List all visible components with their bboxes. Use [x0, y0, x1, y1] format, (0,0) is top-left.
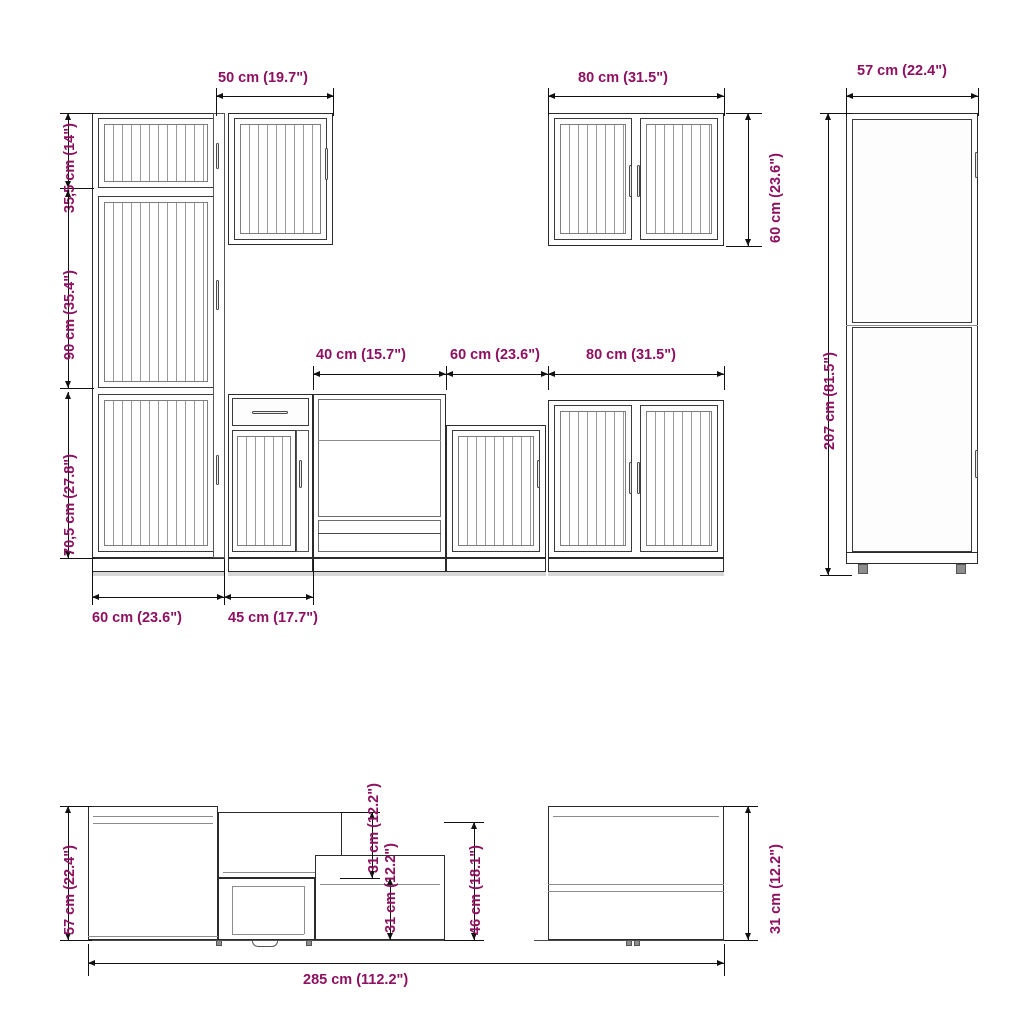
dimtick-wall50-right [333, 88, 334, 116]
dimlabel-wall-cabinet-width: 50 cm (19.7") [218, 70, 308, 86]
wall-cabinet-80-left-door-slats [560, 124, 626, 234]
plan-mid-lower-inner2 [232, 886, 233, 934]
single-base-shadow [446, 572, 546, 576]
drawer-base-door-slats [237, 436, 291, 546]
dimtick-baserow-1 [313, 366, 314, 390]
drawer-base-drawer-handle [252, 411, 288, 414]
dimarrow-depthleft-top [65, 806, 71, 813]
dimtick-baserow-4 [724, 366, 725, 390]
dimtick-baserow-3 [548, 366, 549, 390]
dimlabel-wall80-height: 60 cm (23.6") [768, 153, 784, 243]
dimline-pantry-width [846, 96, 978, 97]
dimtick-tall-middle-bottom [60, 388, 94, 389]
plan-left-block-inner-top2 [93, 823, 213, 824]
dimtick-baserow-2 [446, 366, 447, 390]
dimtick-pantryw-right [978, 88, 979, 116]
pantry-mid-rail [846, 325, 978, 326]
single-base-handle [537, 460, 540, 488]
tall-cabinet-base-shadow [92, 572, 225, 576]
pantry-foot-right [956, 564, 966, 574]
drawer-base-shadow [228, 572, 313, 576]
wall-cabinet-80-right-door-slats [646, 124, 712, 234]
dimtick-depthleft-top [60, 806, 92, 807]
plan-toe-kick [252, 940, 278, 947]
dimarrow-depthright-top [745, 806, 751, 813]
dimarrow-baserow-b-left [446, 371, 453, 377]
dimlabel-tall-cabinet-width: 60 cm (23.6") [92, 610, 182, 626]
dimlabel-sink-base-width: 40 cm (15.7") [316, 347, 406, 363]
dimlabel-base-height-text: 70,5 cm (27.8") [62, 454, 78, 556]
dimtick-wall80h-bottom [726, 246, 762, 247]
dimtick-depthleft-bottom [60, 940, 92, 941]
dimlabel-drawer-base-width: 45 cm (17.7") [228, 610, 318, 626]
dimlabel-double-base-width: 60 cm (23.6") [450, 347, 540, 363]
sink-base-lower-drawer-edge [318, 533, 441, 534]
dimtick-depth46-bottom [444, 940, 484, 941]
single-base-door-slats [458, 436, 534, 546]
dimarrow-baserow-a-right [439, 371, 446, 377]
dimline-depth-right [748, 806, 749, 940]
dimarrow-wall80-left [548, 93, 555, 99]
dimlabel-tall-upper-height: 35,5 cm (14") [62, 123, 78, 213]
tall-cabinet-middle-door-slats [104, 202, 208, 382]
dimtick-wall80-left [548, 88, 549, 116]
pantry-foot-left [858, 564, 868, 574]
dimarrow-bottomrow-a-left [92, 594, 99, 600]
dimtick-wall80h-top [726, 113, 762, 114]
dimtick-pantryh-top [820, 113, 852, 114]
plan-mid-right-inner [320, 884, 440, 885]
double-base-right-door-slats [646, 411, 712, 546]
dimarrow-bottomrow-b-left [224, 594, 231, 600]
dimarrow-baserow-b-right [541, 371, 548, 377]
tall-cabinet-top-door-slats [104, 124, 208, 182]
dimline-total-width [88, 963, 724, 964]
dimtick-depthmidtop-bottom [340, 878, 380, 879]
tall-cabinet-right-stile [213, 113, 225, 558]
tall-cabinet-handle-top [216, 143, 219, 169]
plan-left-block [88, 806, 218, 940]
plan-right-block-mid2 [548, 891, 724, 892]
dimtick-pantryh-bottom [820, 575, 852, 576]
plan-foot-4 [634, 940, 640, 946]
pantry-plinth [846, 552, 978, 564]
dimtick-pantryw-left [846, 88, 847, 116]
plan-mid-lower-inner4 [232, 934, 304, 935]
dimarrow-wall50-left [216, 93, 223, 99]
dimtick-tall-upper-top [60, 113, 94, 114]
dimtick-wall80-right [724, 88, 725, 116]
plan-left-block-inner-top [93, 816, 213, 817]
drawer-base-plinth [228, 558, 313, 572]
dimarrow-bottomrow-b-right [306, 594, 313, 600]
dimarrow-baserow-a-left [313, 371, 320, 377]
dimline-bottom-row [92, 597, 313, 598]
plan-right-block-mid [548, 884, 724, 885]
dimarrow-depth46-top [471, 822, 477, 829]
pantry-upper-door [852, 119, 972, 323]
dimarrow-depthright-bottom [745, 933, 751, 940]
dimarrow-total-right [717, 960, 724, 966]
dimarrow-pantryh-top [825, 113, 831, 120]
dimlabel-depth-mid-top: 31 cm (12.2") [366, 783, 382, 873]
sink-base-plinth [313, 558, 446, 572]
dimtick-bottomrow-3 [313, 560, 314, 605]
dimarrow-pantryw-left [846, 93, 853, 99]
dimline-wall80-width [548, 96, 724, 97]
tall-cabinet-handle-middle [216, 280, 219, 310]
plan-mid-lower-inner3 [304, 886, 305, 934]
dimlabel-pantry-width: 57 cm (22.4") [857, 63, 947, 79]
dimline-base-row [313, 374, 724, 375]
plan-left-block-edge [88, 936, 218, 937]
tall-cabinet-plinth [92, 558, 225, 572]
wall-cabinet-50-door-slats [240, 124, 321, 234]
dimarrow-bottomrow-a-right [217, 594, 224, 600]
pantry-lower-handle [975, 450, 978, 478]
dimline-wall80-height [748, 113, 749, 246]
dimlabel-total-width: 285 cm (112.2") [303, 972, 409, 988]
tall-cabinet-handle-bottom [216, 455, 219, 485]
wall-cabinet-50-handle [325, 148, 328, 180]
double-base-right-handle [637, 462, 640, 494]
dimlabel-depth-right: 31 cm (12.2") [768, 844, 784, 934]
dimarrow-depthmidlow-bottom [387, 933, 393, 940]
dimlabel-pantry-height: 207 cm (81.5") [822, 352, 838, 450]
dimarrow-baserow-c-right [717, 371, 724, 377]
dimarrow-tall-upper-top [65, 113, 71, 120]
sink-base-shadow [313, 572, 446, 576]
plan-right-block-inner-top [553, 816, 719, 817]
plan-mid-lower-inner [232, 886, 304, 887]
dimtick-depthright-bottom [724, 940, 758, 941]
dimlabel-wall80-width: 80 cm (31.5") [578, 70, 668, 86]
dimarrow-wall80h-top [745, 113, 751, 120]
dimlabel-depth-left: 57 cm (22.4") [62, 845, 78, 935]
dimarrow-tall-middle-top [65, 190, 71, 197]
double-base-shadow [548, 572, 724, 576]
dimarrow-pantryw-right [971, 93, 978, 99]
plan-foot-3 [626, 940, 632, 946]
pantry-upper-handle [975, 152, 978, 178]
sink-base-lower-drawer [318, 520, 441, 552]
tall-cabinet-bottom-door-slats [104, 400, 208, 546]
dimline-pantry-height [828, 113, 829, 575]
plan-foot-1 [216, 940, 222, 946]
dimarrow-pantryh-bottom [825, 568, 831, 575]
dimtick-wall50-left [216, 88, 217, 116]
wall-cabinet-80-right-handle [637, 165, 640, 197]
drawer-base-door-handle [299, 460, 302, 488]
double-base-left-handle [629, 462, 632, 494]
sink-base-shelf-line [318, 440, 441, 441]
plan-right-block [548, 806, 724, 940]
dimarrow-wall80-right [717, 93, 724, 99]
sink-base-opening [318, 399, 441, 517]
dimtick-total-right [724, 944, 725, 976]
dimarrow-baserow-c-left [548, 371, 555, 377]
dimlabel-depth-mid-lower: 31 cm (12.2") [383, 843, 399, 933]
dimarrow-tall-middle-bottom [65, 381, 71, 388]
dimline-wall-cabinet-width [216, 96, 334, 97]
drawer-base-right-stile [296, 430, 309, 552]
dimtick-base-bottom [60, 558, 94, 559]
dimlabel-single-base-width: 80 cm (31.5") [586, 347, 676, 363]
pantry-lower-door [852, 327, 972, 552]
dimlabel-depth-46: 46 cm (18.1") [468, 845, 484, 935]
dimtick-depth46-top [444, 822, 484, 823]
single-base-plinth [446, 558, 546, 572]
double-base-plinth [548, 558, 724, 572]
dimarrow-total-left [88, 960, 95, 966]
double-base-left-door-slats [560, 411, 626, 546]
dimlabel-tall-middle-height: 90 cm (35.4") [62, 270, 78, 360]
wall-cabinet-80-left-handle [629, 165, 632, 197]
dimarrow-base-top [65, 392, 71, 399]
dimtick-depthright-top [724, 806, 758, 807]
dimarrow-wall80h-bottom [745, 239, 751, 246]
plan-foot-2 [306, 940, 312, 946]
dimtick-total-left [88, 944, 89, 976]
